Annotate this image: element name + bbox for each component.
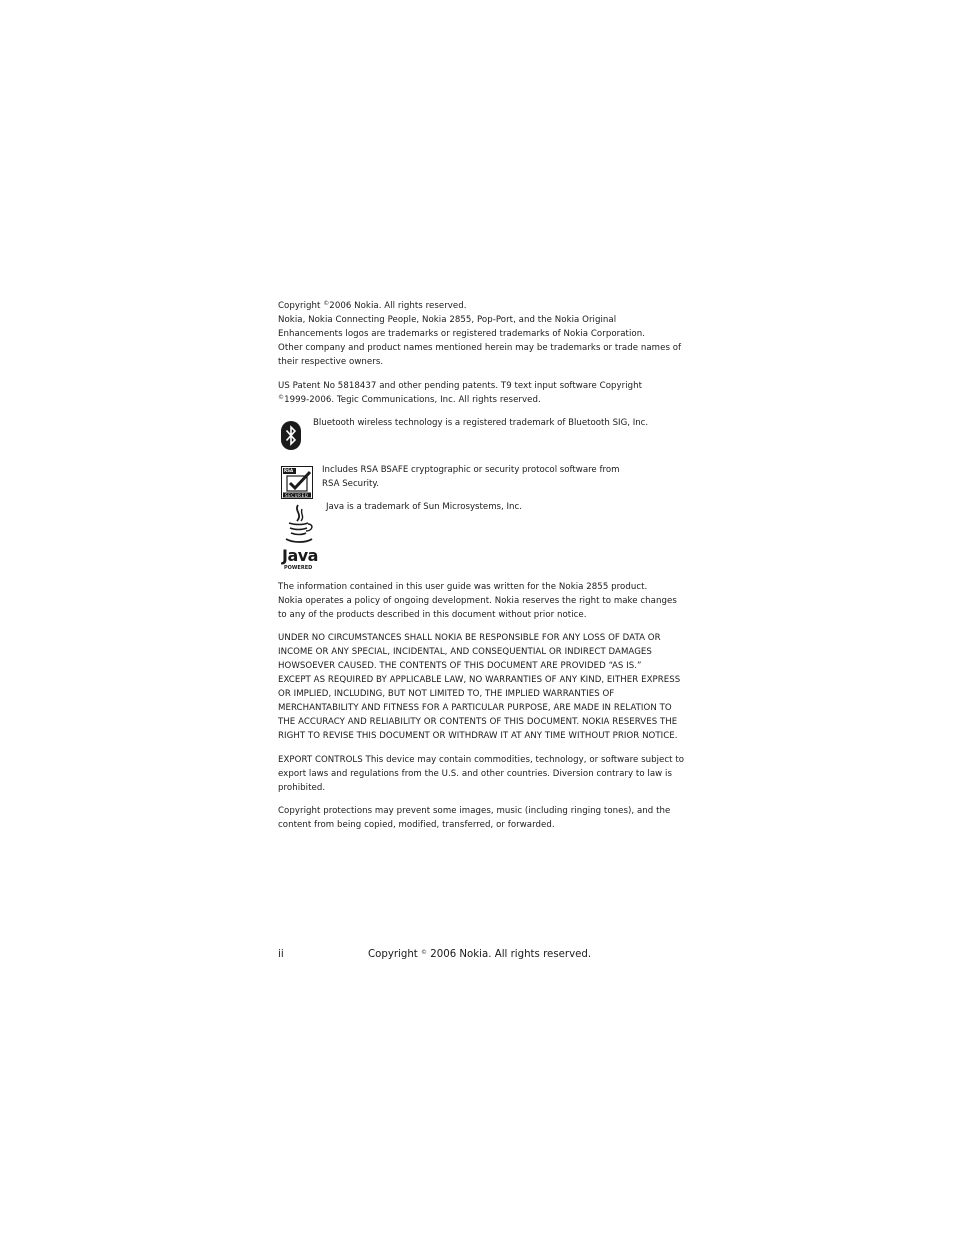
disclaimer-line: INCOME OR ANY SPECIAL, INCIDENTAL, AND CONSEQUENTIAL OR INDIRECT DAMAGES <box>278 647 652 657</box>
trademark-line: Enhancements logos are trademarks or registered trademarks of Nokia Corporation. <box>278 329 645 339</box>
copyright-line: Copyright ©2006 Nokia. All rights reserved. <box>278 300 467 311</box>
info-line: The information contained in this user guide was written for the Nokia 2855 product. <box>278 582 648 592</box>
disclaimer-block <box>278 631 681 743</box>
export-line: prohibited. <box>278 783 326 793</box>
export-line: EXPORT CONTROLS This device may contain commodities, technology, or software subject to <box>278 755 685 765</box>
trademark-line: their respective owners. <box>278 357 384 367</box>
footer-copyright: Copyright © 2006 Nokia. All rights reserved. <box>368 949 592 960</box>
export-line: export laws and regulations from the U.S. and other countries. Diversion contrary to law is <box>278 769 672 779</box>
patent-line: ©1999-2006. Tegic Communications, Inc. All rights reserved. <box>278 394 541 405</box>
rsa-text-line: Includes RSA BSAFE cryptographic or security protocol software from <box>322 465 620 475</box>
disclaimer-line: UNDER NO CIRCUMSTANCES SHALL NOKIA BE RESPONSIBLE FOR ANY LOSS OF DATA OR <box>278 633 661 643</box>
bluetooth-trademark-text: Bluetooth wireless technology is a registered trademark of Bluetooth SIG, Inc. <box>313 418 649 428</box>
java-trademark-text: Java is a trademark of Sun Microsystems, Inc. <box>326 502 522 512</box>
patent-line: US Patent No 5818437 and other pending patents. T9 text input software Copyright <box>278 381 643 391</box>
disclaimer-line: RIGHT TO REVISE THIS DOCUMENT OR WITHDRAW IT AT ANY TIME WITHOUT PRIOR NOTICE. <box>278 731 678 741</box>
copyright-block <box>278 299 682 369</box>
protection-line: content from being copied, modified, transferred, or forwarded. <box>278 820 555 830</box>
info-block <box>278 580 677 622</box>
export-block <box>278 753 685 795</box>
java-logo <box>281 503 317 573</box>
info-line: to any of the products described in this document without prior notice. <box>278 610 587 620</box>
protection-block <box>278 804 670 832</box>
rsa-logo-top-text: RSA <box>284 468 294 473</box>
java-logo-sub: POWERED <box>284 565 313 571</box>
disclaimer-line: MERCHANTABILITY AND FITNESS FOR A PARTICULAR PURPOSE, ARE MADE IN RELATION TO <box>278 703 672 713</box>
patent-block <box>278 379 670 407</box>
trademark-line: Other company and product names mentioned herein may be trademarks or trade names of <box>278 343 682 353</box>
disclaimer-line: EXCEPT AS REQUIRED BY APPLICABLE LAW, NO WARRANTIES OF ANY KIND, EITHER EXPRESS <box>278 675 681 685</box>
bluetooth-icon <box>281 421 301 450</box>
rsa-logo-bottom-text: SECURED <box>285 492 309 498</box>
rsa-text <box>322 463 619 491</box>
disclaimer-line: HOWSOEVER CAUSED. THE CONTENTS OF THIS DOCUMENT ARE PROVIDED “AS IS.” <box>278 661 642 671</box>
java-logo-word: Java <box>282 546 318 565</box>
protection-line: Copyright protections may prevent some images, music (including ringing tones), and the <box>278 806 671 816</box>
info-line: Nokia operates a policy of ongoing development. Nokia reserves the right to make changes <box>278 596 677 606</box>
disclaimer-line: OR IMPLIED, INCLUDING, BUT NOT LIMITED TO, THE IMPLIED WARRANTIES OF <box>278 689 615 699</box>
rsa-secured-logo <box>281 466 313 499</box>
page-number: ii <box>278 949 284 960</box>
trademark-line: Nokia, Nokia Connecting People, Nokia 2855, Pop-Port, and the Nokia Original <box>278 315 617 325</box>
rsa-text-line: RSA Security. <box>322 479 379 489</box>
disclaimer-line: THE ACCURACY AND RELIABILITY OR CONTENTS OF THIS DOCUMENT. NOKIA RESERVES THE <box>278 717 678 727</box>
